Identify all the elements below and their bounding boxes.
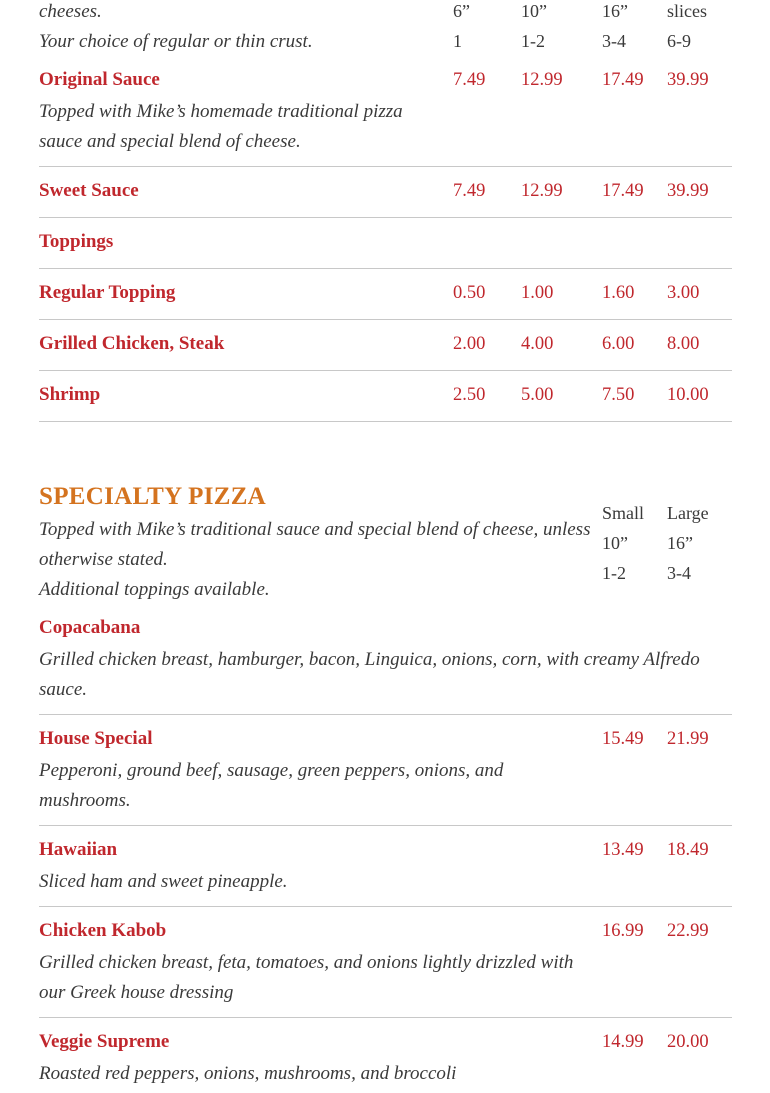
menu-item-price: 0.50 (453, 283, 486, 303)
menu-item-description: Grilled chicken breast, hamburger, bacon, Linguica, onions, corn, with creamy Alfredo (39, 649, 700, 670)
intro-text: cheeses. (39, 1, 102, 22)
menu-item-price: 8.00 (667, 334, 700, 354)
menu-item-description: Pepperoni, ground beef, sausage, green peppers, onions, and (39, 760, 504, 781)
menu-item-price: 16.99 (602, 921, 644, 941)
menu-item-description: Sliced ham and sweet pineapple. (39, 871, 288, 892)
slices-label: 1-2 (521, 31, 545, 51)
menu-item-price: 1.00 (521, 283, 554, 303)
menu-item-description: Topped with Mike’s homemade traditional pizza (39, 101, 403, 122)
menu-item-name: Sweet Sauce (39, 180, 139, 201)
slices-label: 6-9 (667, 31, 691, 51)
menu-item-price: 12.99 (521, 70, 563, 90)
size-header: 6” (453, 1, 470, 21)
divider (39, 166, 732, 167)
menu-item-price: 1.60 (602, 283, 635, 303)
divider (39, 217, 732, 218)
divider (39, 319, 732, 320)
section-intro: Additional toppings available. (39, 579, 270, 600)
menu-item-name: Veggie Supreme (39, 1031, 170, 1052)
menu-item-description: mushrooms. (39, 790, 131, 811)
menu-item-price: 17.49 (602, 70, 644, 90)
menu-item-price: 14.99 (602, 1032, 644, 1052)
slices-label: 3-4 (602, 31, 626, 51)
menu-item-price: 3.00 (667, 283, 700, 303)
divider (39, 714, 732, 715)
menu-item-description: Grilled chicken breast, feta, tomatoes, and onions lightly drizzled with (39, 952, 574, 973)
menu-item-price: 6.00 (602, 334, 635, 354)
size-label: 10” (602, 533, 628, 553)
menu-item-price: 7.49 (453, 70, 486, 90)
menu-item-price: 2.50 (453, 385, 486, 405)
menu-item-name: Chicken Kabob (39, 920, 167, 941)
menu-item-price: 39.99 (667, 70, 709, 90)
slices-label: 1-2 (602, 563, 626, 583)
divider (39, 906, 732, 907)
menu-item-price: 21.99 (667, 729, 709, 749)
menu-item-price: 17.49 (602, 181, 644, 201)
menu-item-price: 13.49 (602, 840, 644, 860)
menu-item-price: 15.49 (602, 729, 644, 749)
divider (39, 1017, 732, 1018)
menu-item-description: Roasted red peppers, onions, mushrooms, and broccoli (39, 1063, 457, 1084)
menu-item-price: 20.00 (667, 1032, 709, 1052)
section-intro: Topped with Mike’s traditional sauce and special blend of cheese, unless (39, 519, 591, 540)
divider (39, 268, 732, 269)
intro-text: Your choice of regular or thin crust. (39, 31, 313, 52)
menu-item-name: House Special (39, 728, 153, 749)
menu-item-name: Grilled Chicken, Steak (39, 333, 225, 354)
menu-item-description: sauce and special blend of cheese. (39, 131, 301, 152)
size-label: 16” (667, 533, 693, 553)
menu-item-price: 12.99 (521, 181, 563, 201)
menu-item-price: 2.00 (453, 334, 486, 354)
size-header: slices (667, 1, 707, 21)
menu-item-name: Shrimp (39, 384, 101, 405)
menu-item-name: Regular Topping (39, 282, 176, 303)
section-intro: otherwise stated. (39, 549, 168, 570)
menu-item-name: Copacabana (39, 617, 141, 638)
divider (39, 825, 732, 826)
size-column-label: Small (602, 503, 645, 523)
menu-item-name: Hawaiian (39, 839, 118, 860)
menu-item-description: sauce. (39, 679, 88, 700)
size-column-label: Large (667, 503, 709, 523)
menu-item-price: 39.99 (667, 181, 709, 201)
menu-item-description: our Greek house dressing (39, 982, 234, 1003)
subsection-heading: Toppings (39, 231, 114, 252)
slices-label: 3-4 (667, 563, 691, 583)
menu-item-price: 7.50 (602, 385, 635, 405)
menu-item-price: 4.00 (521, 334, 554, 354)
divider (39, 421, 732, 422)
size-header: 16” (602, 1, 628, 21)
size-header: 10” (521, 1, 547, 21)
menu-item-price: 18.49 (667, 840, 709, 860)
divider (39, 370, 732, 371)
menu-item-price: 22.99 (667, 921, 709, 941)
section-title: SPECIALTY PIZZA (39, 483, 267, 510)
menu-item-name: Original Sauce (39, 69, 160, 90)
menu-item-price: 5.00 (521, 385, 554, 405)
slices-label: 1 (453, 31, 462, 51)
menu-item-price: 7.49 (453, 181, 486, 201)
menu-item-price: 10.00 (667, 385, 709, 405)
